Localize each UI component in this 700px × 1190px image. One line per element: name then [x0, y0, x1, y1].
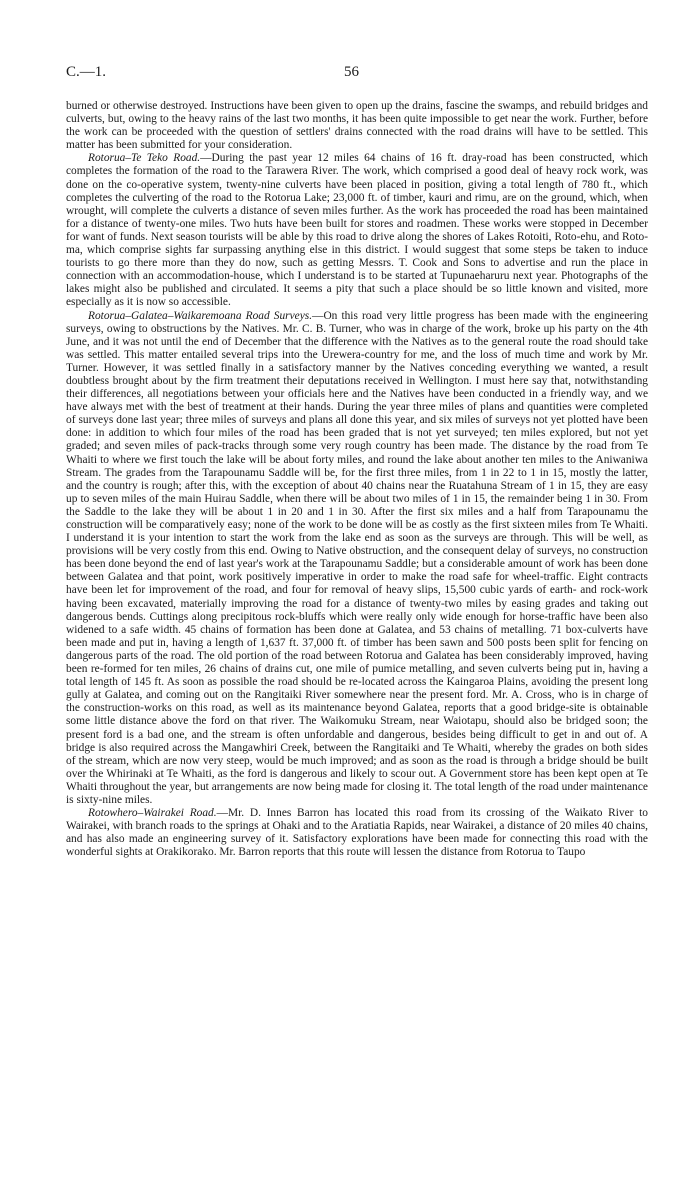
- page-number: 56: [344, 64, 359, 80]
- paragraph-rotorua-te-teko-road: [66, 152, 648, 309]
- document-reference: C.—1.: [66, 64, 107, 80]
- report-body: [66, 100, 648, 859]
- paragraph-text: —During the past year 12 miles 64 chains of 16 ft. dray-road has been constructed, which completes the formation of the road to the Tarawera River. The work, which comprised a good deal of heavy rock work, was done on the co-operative system, twenty-nine culverts have been placed in position, giving a total length of 780 ft., which completes the culverting of the road to the Rotorua Lake; 23,000 ft. of timber, kauri and rimu, are on the ground, which, when wrought, will complete the culverts a distance of seven miles further. As the work has proceeded the road has been maintained for a distance of twenty-one miles. Two huts have been built for stores and roadmen. These works were stopped in December for want of funds. Next season tourists will be able by this road to drive along the shores of Lakes Rotoiti, Roto-ehu, and Roto-ma, which comprise sights far surpassing anything else in this district. I would suggest that some steps be taken to induce tourists to go there more than they do now, such as getting Messrs. T. Cook and Sons to advertise and run the place in connection with an accommodation-house, which I understand is to be started at Tupunaeharuru next year. Photographs of the lakes might also be published and circulated. It seems a pity that such a place should be so little known and visited, more especially as it is now so accessible.: [66, 152, 648, 309]
- section-heading: Rotowhero–Wairakei Road.: [88, 807, 217, 820]
- paragraph-text: —Mr. D. Innes Barron has located this road from its crossing of the Waikato River to Wairakei, with branch roads to the springs at Ohaki and to the Aratiatia Rapids, near Wairakei, a distance of 20 miles 40 chains, and has also made an engineering survey of it. Satisfactory explorations have been made for connecting this road with the wonderful sights at Orakikorako. Mr. Barron reports that this route will lessen the distance from Rotorua to Taupo: [66, 807, 648, 859]
- section-heading: Rotorua–Te Teko Road.: [88, 152, 201, 165]
- section-heading: Rotorua–Galatea–Waikaremoana Road Surveys.: [88, 309, 313, 322]
- paragraph-text: burned or otherwise destroyed. Instructions have been given to open up the drains, fascine the swamps, and rebuild bridges and culverts, but, owing to the heavy rains of the last two months, it has been quite impossible to get near the work. Further, before the work can be proceeded with the question of settlers' drains connected with the road drains will have to be settled. This matter has been submitted for your consideration.: [66, 100, 648, 152]
- paragraph-continuation: [66, 100, 648, 152]
- paragraph-galatea-waikaremoana-surveys: [66, 310, 648, 808]
- paragraph-rotowhero-wairakei-road: [66, 807, 648, 859]
- paragraph-text: —On this road very little progress has been made with the engineering surveys, owing to obstructions by the Natives. Mr. C. B. Turner, who was in charge of the work, broke up his party on the 4th June, and it was not until the end of December that the difference with the Natives as to the general route the road should take was settled. This matter entailed several trips into the Urewera-country for me, and the loss of much time and work by Mr. Turner. However, it was settled finally in a satisfactory manner by the Natives conceding everything we wanted, a result doubtless brought about by the firm treatment their deputations received in Wellington. I must here say that, notwithstanding their differences, all negotiations between your officials here and the Natives have been conducted in a friendly way, and we have always met with the best of treatment at their hands. During the year three miles of plans and quantities were completed of surveys done last year; three miles of surveys and plans all done this year, and six miles of surveys not yet plotted have been done: in addition to which four miles of the road has been graded that is not yet surveyed; ten miles explored, but not yet graded; and seven miles of pack-tracks through some very rough country has been made. The distance by the road from Te Whaiti to where we first touch the lake will be about forty miles, and round the lake about another ten miles to the Aniwaniwa Stream. The grades from the Tarapounamu Saddle will be, for the first three miles, from 1 in 22 to 1 in 15, mostly the latter, and the country is rough; after this, with the exception of about 40 chains near the Ruatahuna Stream of 1 in 15, they are easy up to seven miles of the main Huirau Saddle, when there will be about two miles of 1 in 15, the remainder being 1 in 30. From the Saddle to the lake they will be about 1 in 20 and 1 in 30. After the first six miles and a half from Tarapounamu the construction will be comparatively easy; none of the work to be done will be as costly as the first sixteen miles from Te Whaiti. I understand it is your intention to start the work from the lake end as soon as the surveys are through. This will be well, as provisions will be very costly from this end. Owing to Native obstruction, and the consequent delay of surveys, no construction has been done beyond the end of last year's work at the Tarapounamu Saddle; but a considerable amount of work has been done between Galatea and that point, work positively imperative in order to make the road safe for wheel-traffic. Eight contracts have been let for improvement of the road, and four for removal of heavy slips, 15,500 cubic yards of earth- and rock-work having been excavated, materially improving the road for a distance of twenty-two miles by easing grades and taking out dangerous bends. Cuttings along precipitous rock-bluffs which were really only wide enough for horse-traffic have been also widened to a safe width. 45 chains of formation has been done at Galatea, and 53 chains of metalling. 71 box-culverts have been made and put in, having a length of 1,637 ft. 37,000 ft. of timber has been sawn and 500 posts been split for fencing on dangerous parts of the road. The old portion of the road between Rotorua and Galatea has been considerably improved, having been re-formed for ten miles, 26 chains of drains cut, one mile of pumice metalling, and seven culverts being put in, having a total length of 145 ft. As soon as possible the road should be re-located across the Kaingaroa Plains, avoiding the present long gully at Galatea, and coming out on the Rangitaiki River somewhere near the present ford. Mr. A. Cross, who is in charge of the construction-works on this road, as well as its maintenance beyond Galatea, reports that a good bridge-site is obtainable some little distance above the ford on that river. The Waikomuku Stream, near Waiotapu, should also be bridged soon; the present ford is a bad one, and the stream is often unfordable and dangerous, besides being difficult to get in and out of. A bridge is also required across the Mangawhiri Creek, between the Rangitaiki and Te Whaiti, whereby the grades on both sides of the stream, which are now very steep, would be much improved; and as soon as the road is through a bridge should be built over the Whirinaki at Te Whaiti, as the ford is dangerous and likely to scour out. A Government store has been kept open at Te Whaiti throughout the year, but arrangements are now being made for closing it. The total length of the road under maintenance is sixty-nine miles.: [66, 309, 648, 806]
- page-header: [66, 64, 648, 88]
